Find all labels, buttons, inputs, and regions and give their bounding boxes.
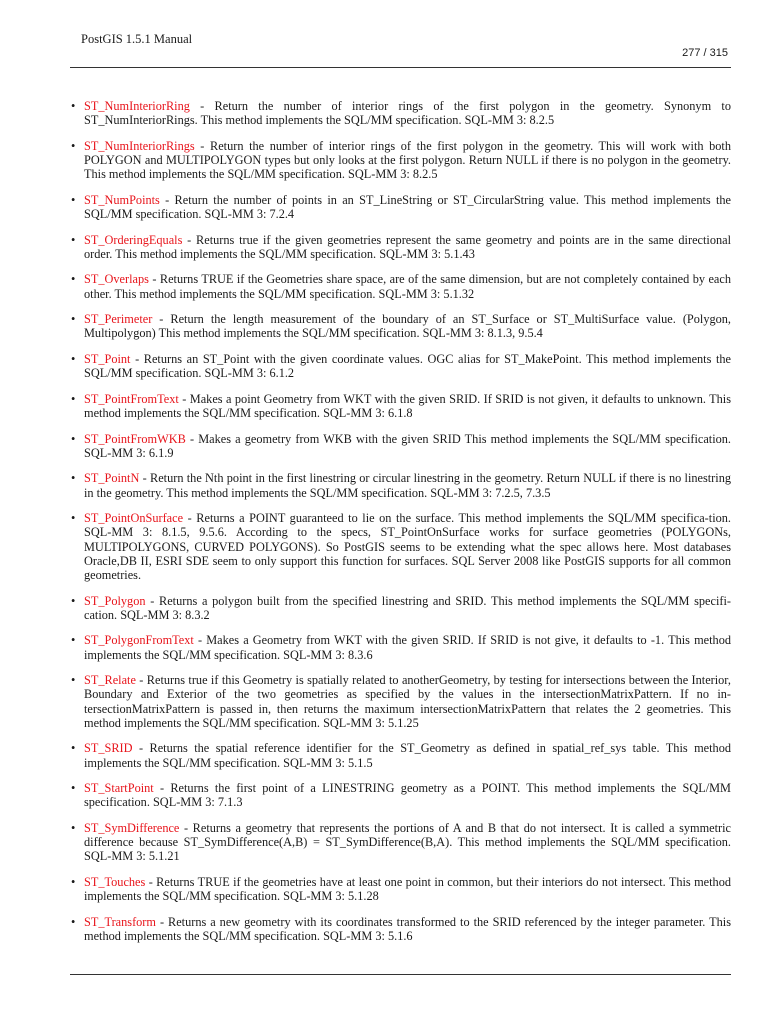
footer-divider <box>70 974 731 975</box>
function-link[interactable]: ST_PointOnSurface <box>84 511 184 526</box>
function-description: - Returns an ST_Point with the given coordinate values. OGC alias for ST_MakePoint. This method implements the SQL/MM specification. SQL-MM 3: 6.1.2 <box>84 351 731 381</box>
function-link[interactable]: ST_NumInteriorRing <box>84 99 190 113</box>
bullet: • <box>71 633 76 648</box>
function-description: - Returns TRUE if the geometries have at least one point in common, but their interiors do not intersect. This method implements the SQL/MM specification. SQL-MM 3: 5.1.28 <box>84 874 731 904</box>
function-description: - Return the number of interior rings of the first polygon in the geometry. Synonym to ST_NumInteriorRings. This method implements the SQL/MM specification. SQL-MM 3: 8.2.5 <box>84 99 731 128</box>
bullet: • <box>71 914 76 929</box>
function-link[interactable]: ST_NumInteriorRings <box>84 138 195 153</box>
bullet: • <box>71 673 76 688</box>
function-link[interactable]: ST_Overlaps <box>84 272 149 287</box>
list-item <box>70 392 731 420</box>
function-description: - Return the number of interior rings of the first polygon in the geometry. This will work with both POLYGON and MULTIPOLYGON types but only looks at the first polygon. Return NULL if there is no polygon in the geometry. This method implements the SQL/MM specification. SQL-MM 3: 8.2.5 <box>84 138 731 182</box>
list-item <box>70 781 731 809</box>
function-description: - Returns a POINT guaranteed to lie on the surface. This method implements the SQL/MM specifica-tion. SQL-MM 3: 8.1.5, 9.5.6. According to the specs, ST_PointOnSurface works for surface geometries (POLYGONs, MULTIPOLYGONS, CURVED POLYGONS). So PostGIS seems to be extending what the spec allows here. Most databases Oracle,DB II, ESRI SDE seem to only support this function for surfaces. SQL Server 2008 like PostGIS supports for all common geometries. <box>84 511 731 582</box>
list-item <box>70 594 731 622</box>
bullet: • <box>71 741 76 756</box>
function-description: - Returns TRUE if the Geometries share space, are of the same dimension, but are not completely contained by each other. This method implements the SQL/MM specification. SQL-MM 3: 5.1.32 <box>84 272 731 301</box>
bullet: • <box>71 431 76 446</box>
function-description: - Return the Nth point in the first linestring or circular linestring in the geometry. Return NULL if there is no linestring in the geometry. This method implements the SQL/MM specification. SQL-MM 3: 7.2.5, 7.3.5 <box>84 471 731 500</box>
bullet: • <box>71 511 76 526</box>
function-link[interactable]: ST_PointN <box>84 471 140 486</box>
function-description: - Returns true if the given geometries represent the same geometry and points are in the same directional order. This method implements the SQL/MM specification. SQL-MM 3: 5.1.43 <box>84 232 731 261</box>
list-item <box>70 633 731 661</box>
list-item <box>70 741 731 769</box>
list-item <box>70 139 731 182</box>
function-link[interactable]: ST_Polygon <box>84 593 146 608</box>
function-link[interactable]: ST_Relate <box>84 673 136 688</box>
bullet: • <box>71 312 76 327</box>
bullet: • <box>71 138 76 153</box>
bullet: • <box>71 99 76 113</box>
function-description: - Return the number of points in an ST_LineString or ST_CircularString value. This method implements the SQL/MM specification. SQL-MM 3: 7.2.4 <box>84 192 731 221</box>
function-description: - Returns a polygon built from the specified linestring and SRID. This method implements the SQL/MM specifi-cation. SQL-MM 3: 8.3.2 <box>84 593 731 622</box>
bullet: • <box>71 593 76 608</box>
function-link[interactable]: ST_NumPoints <box>84 192 160 207</box>
list-item <box>70 511 731 582</box>
list-item <box>70 352 731 380</box>
function-link[interactable]: ST_StartPoint <box>84 781 154 796</box>
list-item <box>70 471 731 499</box>
function-description: - Returns a new geometry with its coordinates transformed to the SRID referenced by the integer parameter. This method implements the SQL/MM specification. SQL-MM 3: 5.1.6 <box>84 914 731 943</box>
function-description: - Makes a point Geometry from WKT with the given SRID. If SRID is not given, it defaults to unknown. This method implements the SQL/MM specification. SQL-MM 3: 6.1.8 <box>84 391 731 420</box>
header-divider <box>70 67 731 68</box>
function-description: - Returns the spatial reference identifier for the ST_Geometry as defined in spatial_ref_sys table. This method implements the SQL/MM specification. SQL-MM 3: 5.1.5 <box>84 741 731 770</box>
function-description: - Returns true if this Geometry is spatially related to anotherGeometry, by testing for intersections between the Interior, Boundary and Exterior of the two geometries as specified by the values in the intersectionMatrixPattern. If no in-tersectionMatrixPattern is passed in, then returns the maximum intersectionMatrixPattern that relates the 2 geometries. This method implements the SQL/MM specification. SQL-MM 3: 5.1.25 <box>84 673 731 730</box>
function-link[interactable]: ST_Touches <box>84 874 146 889</box>
function-link[interactable]: ST_Point <box>84 351 131 366</box>
function-link[interactable]: ST_PointFromText <box>84 391 179 406</box>
function-list <box>70 99 731 955</box>
bullet: • <box>71 272 76 287</box>
function-link[interactable]: ST_PointFromWKB <box>84 431 186 446</box>
bullet: • <box>71 351 76 366</box>
list-item <box>70 673 731 730</box>
list-item <box>70 233 731 261</box>
function-description: - Returns the first point of a LINESTRING geometry as a POINT. This method implements the SQL/MM specification. SQL-MM 3: 7.1.3 <box>84 781 731 810</box>
bullet: • <box>71 391 76 406</box>
list-item <box>70 432 731 460</box>
function-link[interactable]: ST_PolygonFromText <box>84 633 194 648</box>
function-description: - Makes a Geometry from WKT with the given SRID. If SRID is not give, it defaults to -1. This method implements the SQL/MM specification. SQL-MM 3: 8.3.6 <box>84 633 731 662</box>
bullet: • <box>71 781 76 796</box>
function-description: - Returns a geometry that represents the portions of A and B that do not intersect. It is called a symmetric difference because ST_SymDifference(A,B) = ST_SymDifference(B,A). This method implements the SQL/MM specification. SQL-MM 3: 5.1.21 <box>84 820 731 864</box>
bullet: • <box>71 192 76 207</box>
function-description: - Makes a geometry from WKB with the given SRID This method implements the SQL/MM specification. SQL-MM 3: 6.1.9 <box>84 431 731 460</box>
function-link[interactable]: ST_SRID <box>84 741 133 756</box>
function-link[interactable]: ST_SymDifference <box>84 820 180 835</box>
function-link[interactable]: ST_Transform <box>84 914 156 929</box>
function-link[interactable]: ST_OrderingEquals <box>84 232 183 247</box>
document-title: PostGIS 1.5.1 Manual <box>81 32 193 46</box>
list-item <box>70 875 731 903</box>
function-description: - Return the length measurement of the boundary of an ST_Surface or ST_MultiSurface value. (Polygon, Multipolygon) This method implements the SQL/MM specification. SQL-MM 3: 8.1.3, 9.5.4 <box>84 312 731 341</box>
list-item <box>70 915 731 943</box>
bullet: • <box>71 232 76 247</box>
list-item <box>70 272 731 300</box>
list-item <box>70 99 731 127</box>
list-item <box>70 821 731 864</box>
bullet: • <box>71 874 76 889</box>
list-item <box>70 193 731 221</box>
function-link[interactable]: ST_Perimeter <box>84 312 153 327</box>
bullet: • <box>71 471 76 486</box>
list-item <box>70 312 731 340</box>
bullet: • <box>71 820 76 835</box>
page-number: 277 / 315 <box>682 47 728 59</box>
